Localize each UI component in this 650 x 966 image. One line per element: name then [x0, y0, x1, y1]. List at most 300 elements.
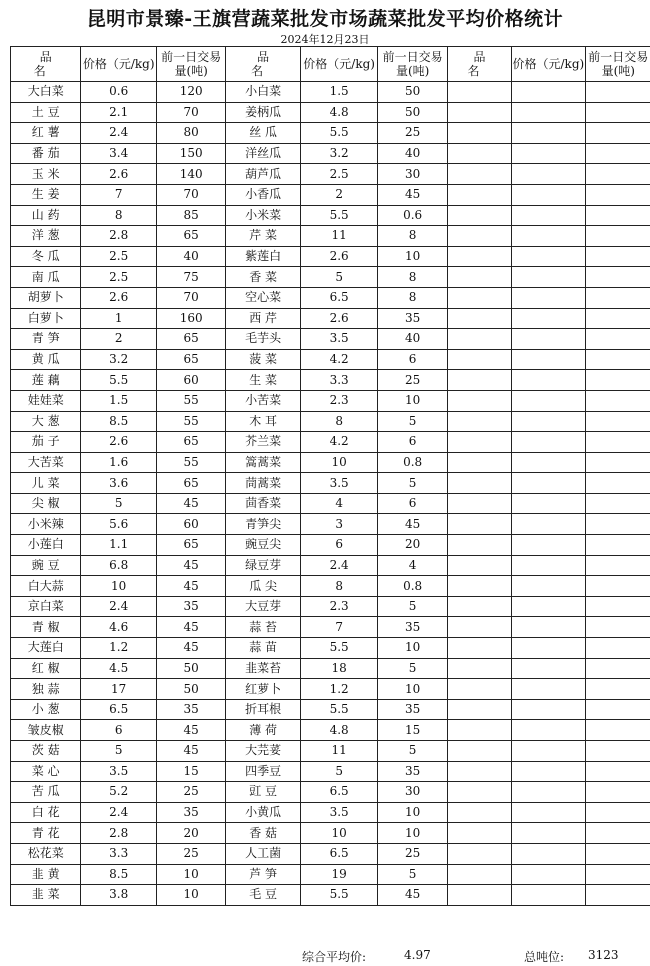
name-cell: 红萝卜: [226, 679, 301, 700]
table-row: [11, 82, 650, 103]
table-row: [11, 452, 650, 473]
volume-cell: 40: [378, 143, 447, 164]
price-cell: 2: [81, 329, 157, 350]
empty-cell: [585, 349, 650, 370]
table-row: [11, 473, 650, 494]
volume-cell: 5: [378, 658, 447, 679]
name-cell: 茄 子: [11, 432, 81, 453]
price-cell: 2.8: [81, 226, 157, 247]
volume-cell: 45: [378, 514, 447, 535]
name-cell: 青 笋: [11, 329, 81, 350]
price-cell: 6.5: [300, 843, 378, 864]
name-cell: 韭 菜: [11, 885, 81, 906]
header-price-1: 价格（元/kg): [81, 47, 157, 82]
name-cell: 洋丝瓜: [226, 143, 301, 164]
price-cell: 1: [81, 308, 157, 329]
name-cell: 空心菜: [226, 287, 301, 308]
empty-cell: [512, 638, 585, 659]
name-cell: 小 葱: [11, 699, 81, 720]
empty-cell: [512, 720, 585, 741]
empty-cell: [512, 267, 585, 288]
table-row: [11, 205, 650, 226]
table-row: [11, 329, 650, 350]
price-cell: 17: [81, 679, 157, 700]
volume-cell: 10: [156, 864, 225, 885]
price-cell: 6: [300, 535, 378, 556]
volume-cell: 55: [156, 411, 225, 432]
name-cell: 香 菜: [226, 267, 301, 288]
price-cell: 8: [81, 205, 157, 226]
name-cell: 紫莲白: [226, 246, 301, 267]
name-cell: 娃娃菜: [11, 390, 81, 411]
volume-cell: 5: [378, 411, 447, 432]
volume-cell: 40: [156, 246, 225, 267]
empty-cell: [447, 617, 511, 638]
name-cell: 绿豆芽: [226, 555, 301, 576]
empty-cell: [447, 102, 511, 123]
empty-cell: [512, 370, 585, 391]
empty-cell: [512, 885, 585, 906]
empty-cell: [585, 761, 650, 782]
name-cell: 小白菜: [226, 82, 301, 103]
price-cell: 8: [300, 576, 378, 597]
empty-cell: [512, 514, 585, 535]
empty-cell: [447, 432, 511, 453]
empty-cell: [585, 514, 650, 535]
name-cell: 白 花: [11, 802, 81, 823]
table-row: [11, 390, 650, 411]
price-cell: 11: [300, 741, 378, 762]
name-cell: 皱皮椒: [11, 720, 81, 741]
price-cell: 1.2: [300, 679, 378, 700]
price-cell: 5: [81, 493, 157, 514]
price-cell: 3.3: [81, 843, 157, 864]
table-row: [11, 555, 650, 576]
volume-cell: 25: [378, 123, 447, 144]
empty-cell: [585, 308, 650, 329]
name-cell: 香 菇: [226, 823, 301, 844]
name-cell: 瓜 尖: [226, 576, 301, 597]
volume-cell: 50: [378, 102, 447, 123]
price-cell: 7: [81, 184, 157, 205]
name-cell: 豌豆尖: [226, 535, 301, 556]
price-cell: 6.5: [300, 287, 378, 308]
empty-cell: [512, 123, 585, 144]
volume-cell: 35: [156, 802, 225, 823]
name-cell: 大白菜: [11, 82, 81, 103]
empty-cell: [512, 473, 585, 494]
table-row: [11, 823, 650, 844]
name-cell: 小莲白: [11, 535, 81, 556]
volume-cell: 25: [378, 370, 447, 391]
empty-cell: [512, 226, 585, 247]
empty-cell: [585, 741, 650, 762]
table-row: [11, 741, 650, 762]
empty-cell: [512, 782, 585, 803]
summary-footer: [0, 948, 650, 964]
empty-cell: [447, 370, 511, 391]
price-cell: 3.2: [300, 143, 378, 164]
empty-cell: [585, 555, 650, 576]
volume-cell: 35: [378, 308, 447, 329]
header-row: [11, 47, 650, 82]
name-cell: 西 芹: [226, 308, 301, 329]
empty-cell: [585, 864, 650, 885]
name-cell: 山 药: [11, 205, 81, 226]
empty-cell: [585, 143, 650, 164]
price-cell: 3.6: [81, 473, 157, 494]
volume-cell: 65: [156, 226, 225, 247]
price-cell: 5: [300, 761, 378, 782]
table-body: [11, 82, 650, 906]
name-cell: 生 菜: [226, 370, 301, 391]
price-cell: 5: [81, 741, 157, 762]
name-cell: 松花菜: [11, 843, 81, 864]
empty-cell: [447, 658, 511, 679]
empty-cell: [585, 370, 650, 391]
volume-cell: 40: [378, 329, 447, 350]
empty-cell: [447, 596, 511, 617]
volume-cell: 6: [378, 493, 447, 514]
empty-cell: [447, 535, 511, 556]
empty-cell: [447, 576, 511, 597]
name-cell: 茨 菇: [11, 741, 81, 762]
volume-cell: 45: [156, 617, 225, 638]
table-row: [11, 246, 650, 267]
name-cell: 小黄瓜: [226, 802, 301, 823]
name-cell: 洋 葱: [11, 226, 81, 247]
empty-cell: [585, 638, 650, 659]
name-cell: 黄 瓜: [11, 349, 81, 370]
empty-cell: [447, 267, 511, 288]
volume-cell: 45: [156, 720, 225, 741]
empty-cell: [447, 638, 511, 659]
volume-cell: 0.6: [378, 205, 447, 226]
empty-cell: [585, 452, 650, 473]
price-cell: 2.4: [81, 123, 157, 144]
table-row: [11, 699, 650, 720]
empty-cell: [512, 843, 585, 864]
header-volume-2: 前一日交易量(吨): [378, 47, 447, 82]
price-cell: 2.8: [81, 823, 157, 844]
empty-cell: [585, 246, 650, 267]
table-row: [11, 802, 650, 823]
empty-cell: [585, 411, 650, 432]
price-cell: 6.5: [300, 782, 378, 803]
empty-cell: [447, 885, 511, 906]
table-row: [11, 535, 650, 556]
volume-cell: 55: [156, 390, 225, 411]
price-cell: 2.6: [81, 287, 157, 308]
empty-cell: [512, 576, 585, 597]
average-price-label: 综合平均价:: [302, 950, 367, 964]
empty-cell: [585, 493, 650, 514]
empty-cell: [512, 184, 585, 205]
empty-cell: [447, 761, 511, 782]
table-row: [11, 885, 650, 906]
empty-cell: [585, 596, 650, 617]
name-cell: 人工菌: [226, 843, 301, 864]
empty-cell: [447, 473, 511, 494]
name-cell: 小香瓜: [226, 184, 301, 205]
total-tonnage-label: 总吨位:: [524, 950, 565, 964]
price-cell: 10: [81, 576, 157, 597]
empty-cell: [585, 164, 650, 185]
name-cell: 韭菜苔: [226, 658, 301, 679]
volume-cell: 15: [378, 720, 447, 741]
empty-cell: [447, 205, 511, 226]
empty-cell: [447, 287, 511, 308]
empty-cell: [447, 720, 511, 741]
empty-cell: [512, 699, 585, 720]
price-cell: 8.5: [81, 411, 157, 432]
header-volume-1: 前一日交易量(吨): [156, 47, 225, 82]
empty-cell: [447, 123, 511, 144]
empty-cell: [512, 102, 585, 123]
price-cell: 6.5: [81, 699, 157, 720]
name-cell: 大莲白: [11, 638, 81, 659]
volume-cell: 65: [156, 432, 225, 453]
price-table: [10, 46, 650, 906]
name-cell: 苦 瓜: [11, 782, 81, 803]
table-row: [11, 123, 650, 144]
table-row: [11, 432, 650, 453]
empty-cell: [447, 390, 511, 411]
empty-cell: [585, 123, 650, 144]
empty-cell: [447, 411, 511, 432]
empty-cell: [512, 761, 585, 782]
name-cell: 毛 豆: [226, 885, 301, 906]
empty-cell: [447, 493, 511, 514]
volume-cell: 60: [156, 370, 225, 391]
table-row: [11, 226, 650, 247]
volume-cell: 45: [156, 741, 225, 762]
name-cell: 丝 瓜: [226, 123, 301, 144]
volume-cell: 30: [378, 164, 447, 185]
total-tonnage-value: 3123: [588, 948, 619, 962]
price-cell: 0.6: [81, 82, 157, 103]
empty-cell: [447, 246, 511, 267]
empty-cell: [512, 287, 585, 308]
table-row: [11, 638, 650, 659]
name-cell: 大 葱: [11, 411, 81, 432]
table-row: [11, 720, 650, 741]
price-cell: 1.1: [81, 535, 157, 556]
empty-cell: [585, 390, 650, 411]
name-cell: 青 花: [11, 823, 81, 844]
header-name-2: 品 名: [226, 47, 301, 82]
empty-cell: [512, 82, 585, 103]
price-cell: 6.8: [81, 555, 157, 576]
header-name-1: 品 名: [11, 47, 81, 82]
empty-cell: [585, 699, 650, 720]
empty-cell: [512, 411, 585, 432]
empty-cell: [447, 143, 511, 164]
volume-cell: 70: [156, 102, 225, 123]
volume-cell: 160: [156, 308, 225, 329]
volume-cell: 6: [378, 432, 447, 453]
empty-cell: [447, 802, 511, 823]
name-cell: 南 瓜: [11, 267, 81, 288]
empty-cell: [585, 473, 650, 494]
volume-cell: 70: [156, 287, 225, 308]
volume-cell: 5: [378, 596, 447, 617]
volume-cell: 65: [156, 329, 225, 350]
name-cell: 青笋尖: [226, 514, 301, 535]
volume-cell: 35: [378, 699, 447, 720]
empty-cell: [585, 287, 650, 308]
empty-cell: [585, 184, 650, 205]
table-row: [11, 308, 650, 329]
volume-cell: 45: [156, 576, 225, 597]
volume-cell: 60: [156, 514, 225, 535]
table-row: [11, 761, 650, 782]
price-cell: 5.5: [300, 205, 378, 226]
table-row: [11, 864, 650, 885]
empty-cell: [512, 143, 585, 164]
price-cell: 2.3: [300, 390, 378, 411]
empty-cell: [447, 452, 511, 473]
empty-cell: [447, 329, 511, 350]
empty-cell: [585, 267, 650, 288]
empty-cell: [512, 349, 585, 370]
empty-cell: [512, 452, 585, 473]
name-cell: 茼蒿菜: [226, 473, 301, 494]
price-cell: 10: [300, 452, 378, 473]
price-cell: 5.5: [300, 123, 378, 144]
volume-cell: 35: [378, 761, 447, 782]
average-price-value: 4.97: [404, 948, 431, 962]
table-row: [11, 514, 650, 535]
volume-cell: 6: [378, 349, 447, 370]
name-cell: 番 茄: [11, 143, 81, 164]
price-cell: 7: [300, 617, 378, 638]
name-cell: 大芫荽: [226, 741, 301, 762]
name-cell: 小米辣: [11, 514, 81, 535]
empty-cell: [447, 843, 511, 864]
name-cell: 儿 菜: [11, 473, 81, 494]
empty-cell: [447, 164, 511, 185]
price-cell: 2.4: [300, 555, 378, 576]
price-cell: 3.4: [81, 143, 157, 164]
volume-cell: 65: [156, 535, 225, 556]
volume-cell: 15: [156, 761, 225, 782]
volume-cell: 25: [156, 843, 225, 864]
table-row: [11, 164, 650, 185]
table-row: [11, 658, 650, 679]
empty-cell: [585, 843, 650, 864]
empty-cell: [447, 782, 511, 803]
empty-cell: [585, 885, 650, 906]
table-row: [11, 287, 650, 308]
price-cell: 3.5: [300, 802, 378, 823]
empty-cell: [512, 390, 585, 411]
name-cell: 土 豆: [11, 102, 81, 123]
empty-cell: [512, 493, 585, 514]
volume-cell: 30: [378, 782, 447, 803]
volume-cell: 10: [378, 390, 447, 411]
empty-cell: [585, 432, 650, 453]
empty-cell: [447, 349, 511, 370]
volume-cell: 120: [156, 82, 225, 103]
empty-cell: [585, 782, 650, 803]
price-cell: 2.1: [81, 102, 157, 123]
price-cell: 18: [300, 658, 378, 679]
price-cell: 2.6: [300, 308, 378, 329]
volume-cell: 0.8: [378, 452, 447, 473]
name-cell: 姜柄瓜: [226, 102, 301, 123]
name-cell: 芥兰菜: [226, 432, 301, 453]
price-cell: 2.3: [300, 596, 378, 617]
empty-cell: [585, 329, 650, 350]
volume-cell: 50: [156, 658, 225, 679]
price-cell: 2.4: [81, 596, 157, 617]
price-cell: 2.5: [300, 164, 378, 185]
empty-cell: [447, 679, 511, 700]
name-cell: 红 薯: [11, 123, 81, 144]
volume-cell: 4: [378, 555, 447, 576]
empty-cell: [512, 308, 585, 329]
empty-cell: [585, 802, 650, 823]
table-row: [11, 782, 650, 803]
empty-cell: [447, 823, 511, 844]
table-row: [11, 411, 650, 432]
name-cell: 木 耳: [226, 411, 301, 432]
empty-cell: [512, 741, 585, 762]
table-row: [11, 267, 650, 288]
name-cell: 白萝卜: [11, 308, 81, 329]
name-cell: 芹 菜: [226, 226, 301, 247]
table-row: [11, 596, 650, 617]
volume-cell: 65: [156, 349, 225, 370]
name-cell: 莲 藕: [11, 370, 81, 391]
empty-cell: [512, 246, 585, 267]
empty-cell: [512, 164, 585, 185]
volume-cell: 75: [156, 267, 225, 288]
empty-cell: [447, 82, 511, 103]
price-cell: 8: [300, 411, 378, 432]
volume-cell: 45: [378, 184, 447, 205]
volume-cell: 45: [156, 638, 225, 659]
empty-cell: [585, 679, 650, 700]
price-cell: 3: [300, 514, 378, 535]
name-cell: 尖 椒: [11, 493, 81, 514]
price-cell: 3.5: [81, 761, 157, 782]
name-cell: 生 姜: [11, 184, 81, 205]
name-cell: 京白菜: [11, 596, 81, 617]
report-date: 2024年12月23日: [280, 33, 370, 46]
price-cell: 2.6: [81, 432, 157, 453]
empty-cell: [447, 699, 511, 720]
empty-cell: [585, 720, 650, 741]
name-cell: 胡萝卜: [11, 287, 81, 308]
volume-cell: 8: [378, 267, 447, 288]
price-cell: 4.6: [81, 617, 157, 638]
name-cell: 毛芋头: [226, 329, 301, 350]
volume-cell: 10: [378, 823, 447, 844]
price-cell: 2.5: [81, 246, 157, 267]
price-cell: 3.3: [300, 370, 378, 391]
name-cell: 韭 黄: [11, 864, 81, 885]
empty-cell: [447, 864, 511, 885]
price-cell: 5.5: [300, 885, 378, 906]
table-row: [11, 370, 650, 391]
name-cell: 篙蒿菜: [226, 452, 301, 473]
name-cell: 薄 荷: [226, 720, 301, 741]
empty-cell: [512, 823, 585, 844]
price-cell: 4.8: [300, 102, 378, 123]
price-cell: 1.2: [81, 638, 157, 659]
